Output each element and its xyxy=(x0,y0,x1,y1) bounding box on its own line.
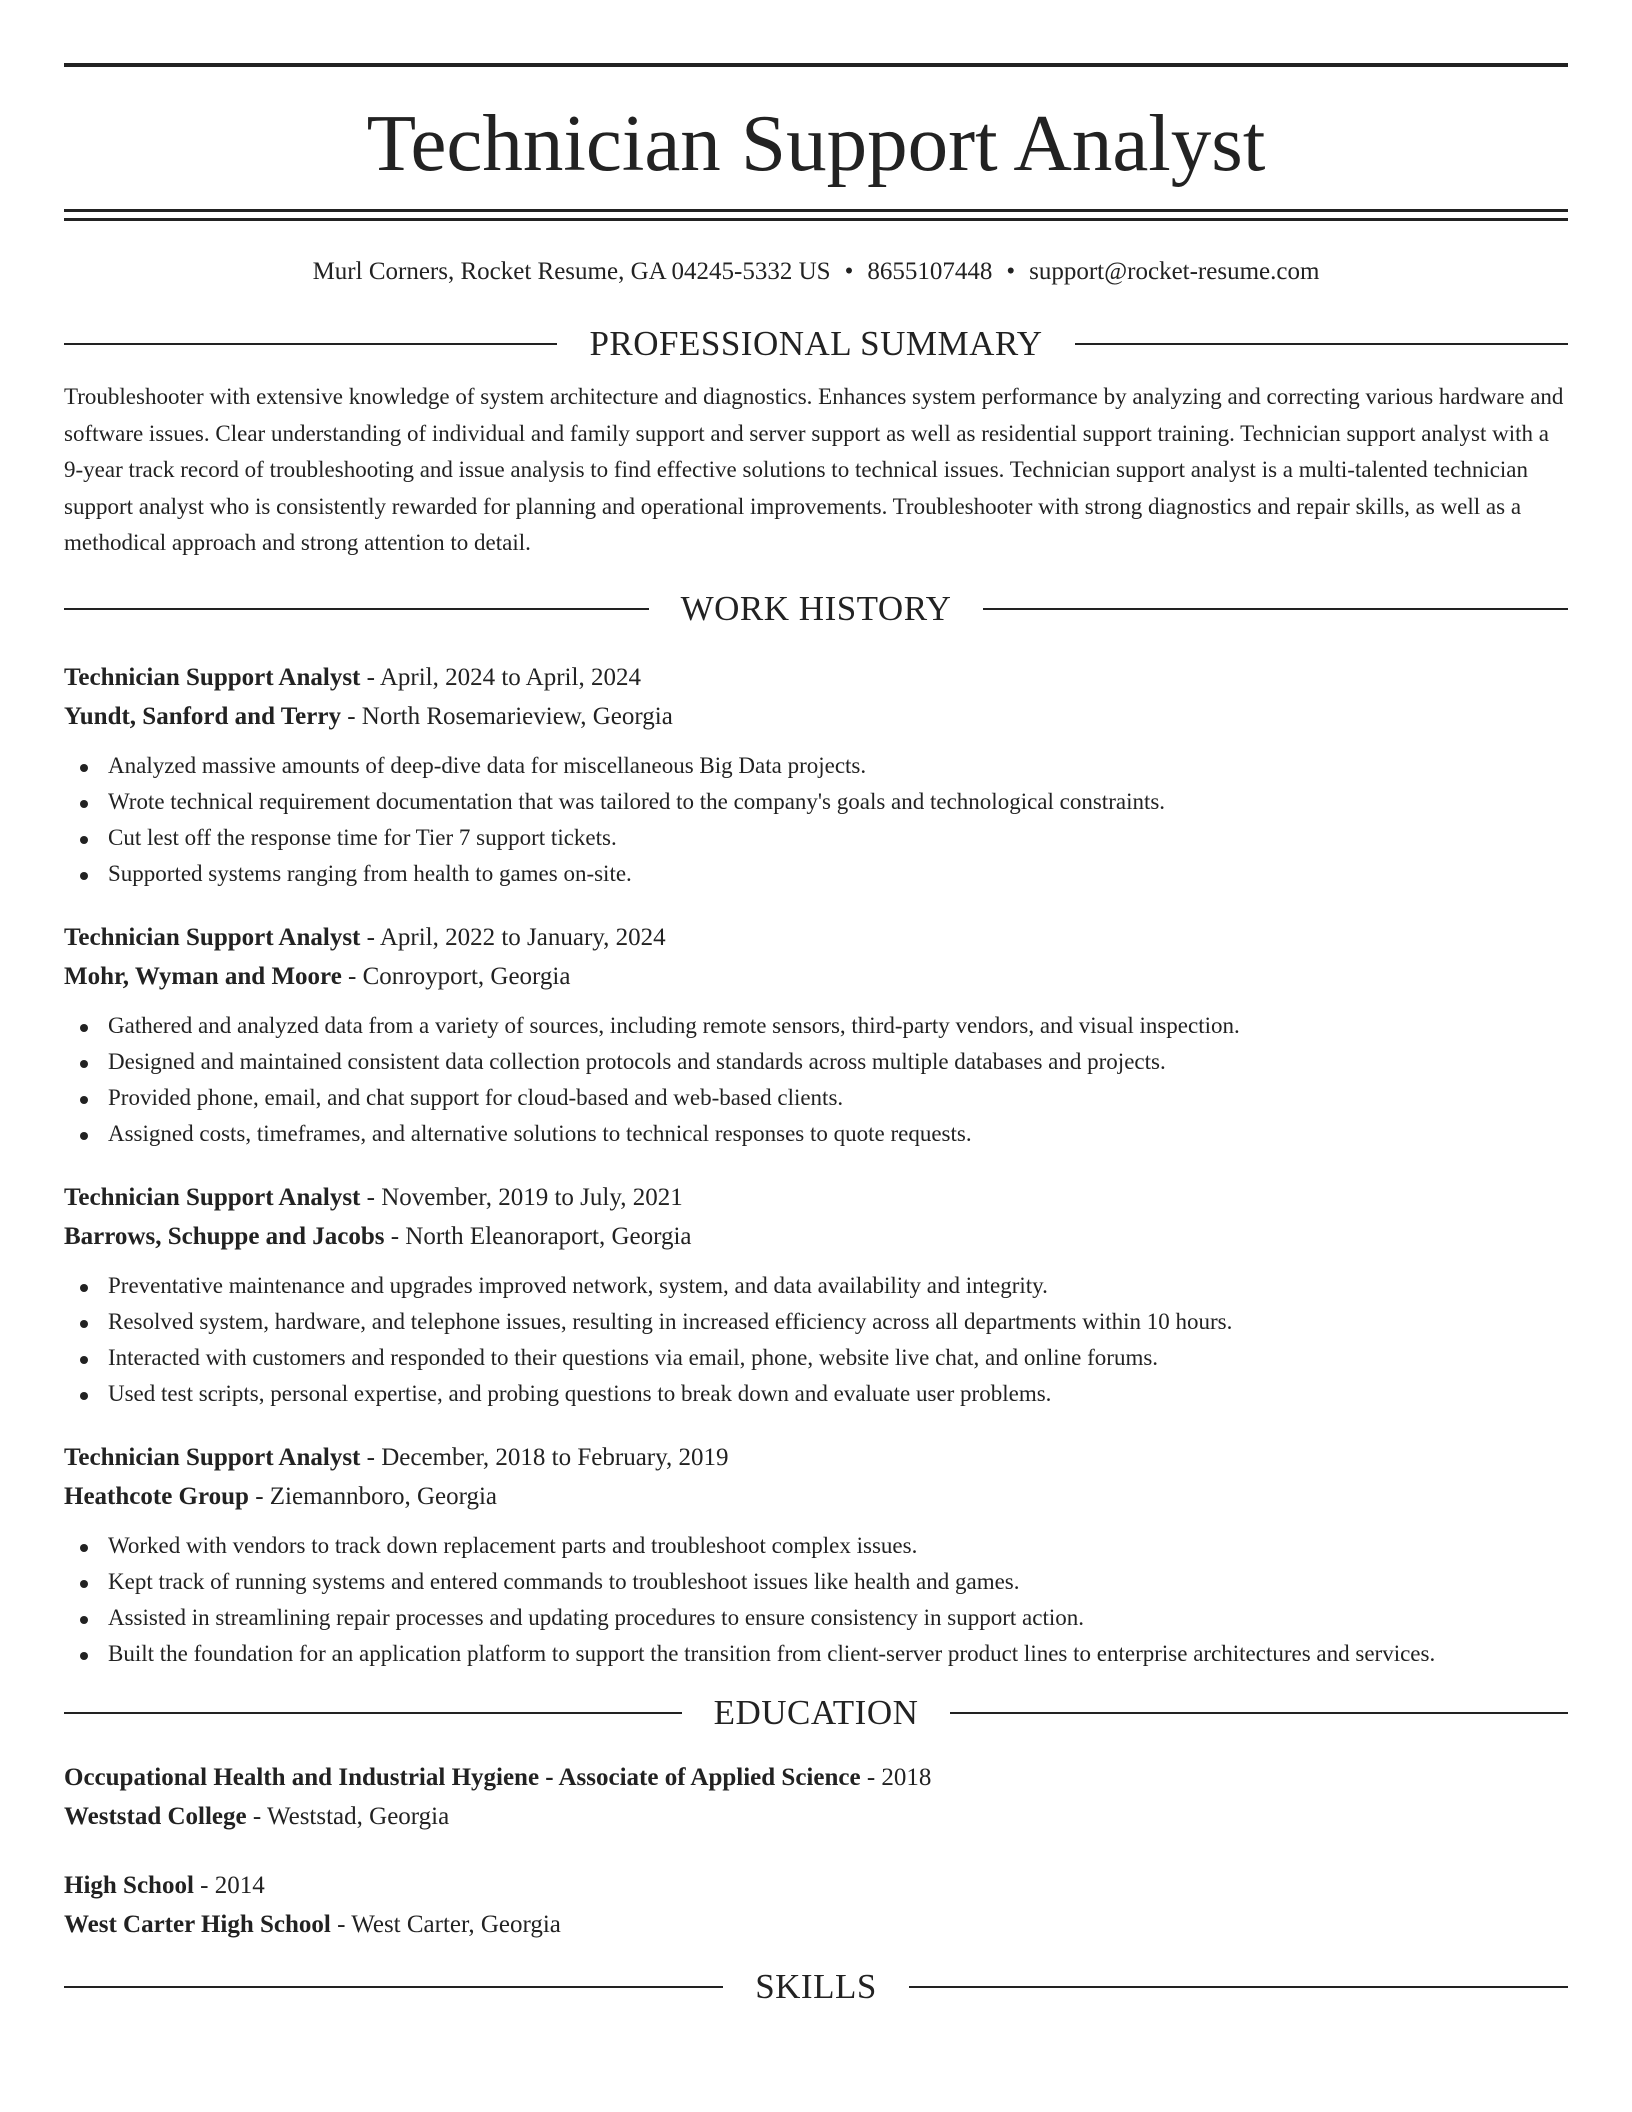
job-location: - North Eleanoraport, Georgia xyxy=(384,1222,692,1250)
job-bullet: Gathered and analyzed data from a variety of sources, including remote sensors, third-party vendors, and visual inspection. xyxy=(64,1008,1568,1044)
section-rule xyxy=(983,608,1568,610)
section-rule xyxy=(64,1986,723,1988)
job-entry xyxy=(64,918,1568,1152)
job-bullet: Worked with vendors to track down replacement parts and troubleshoot complex issues. xyxy=(64,1528,1568,1564)
education-degree: Occupational Health and Industrial Hygiene - Associate of Applied Science xyxy=(64,1763,861,1791)
job-bullet: Kept track of running systems and entered commands to troubleshoot issues like health and games. xyxy=(64,1564,1568,1600)
job-company-line xyxy=(64,957,1568,996)
education-school-line xyxy=(64,1797,1568,1836)
resume-title: Technician Support Analyst xyxy=(366,98,1266,188)
education-year: - 2014 xyxy=(193,1871,265,1899)
section-rule xyxy=(909,1986,1568,1988)
job-entry xyxy=(64,1178,1568,1412)
section-title: PROFESSIONAL SUMMARY xyxy=(589,324,1043,363)
education-school: Weststad College xyxy=(64,1802,247,1830)
job-company: Barrows, Schuppe and Jacobs xyxy=(64,1222,385,1250)
job-company-line xyxy=(64,1477,1568,1516)
job-bullets xyxy=(64,748,1568,892)
summary-text: Troubleshooter with extensive knowledge of system architecture and diagnostics. Enhances system performance by analyzing and correcting various hardware and software issues. Clear understanding of individual and family support and server support as well as residential support training. Technician support analyst with a 9-year track record of troubleshooting and issue analysis to find effective solutions to technical issues. Technician support analyst is a multi-talented technician support analyst who is consistently rewarded for planning and operational improvements. Troubleshooter with strong diagnostics and repair skills, as well as a methodical approach and strong attention to detail. xyxy=(64,384,1564,555)
education-year: - 2018 xyxy=(860,1763,932,1791)
header-rule xyxy=(64,209,1568,212)
job-company-line xyxy=(64,1217,1568,1256)
contact-email[interactable]: support@rocket-resume.com xyxy=(1029,258,1320,285)
resume-page xyxy=(64,63,1568,2008)
section-rule xyxy=(64,343,557,345)
contact-address: Murl Corners, Rocket Resume, GA 04245-5332 US xyxy=(312,258,831,285)
education-degree-line xyxy=(64,1758,1568,1797)
separator-dot: • xyxy=(844,258,854,285)
job-company: Heathcote Group xyxy=(64,1482,249,1510)
job-bullets xyxy=(64,1008,1568,1152)
section-title: SKILLS xyxy=(755,1966,877,2006)
job-company: Yundt, Sanford and Terry xyxy=(64,702,341,730)
job-bullet: Cut lest off the response time for Tier 7 support tickets. xyxy=(64,820,1568,856)
job-bullet: Resolved system, hardware, and telephone issues, resulting in increased efficiency across all departments within 10 hours. xyxy=(64,1304,1568,1340)
job-bullet: Built the foundation for an application platform to support the transition from client-server product lines to enterprise architectures and services. xyxy=(64,1636,1568,1672)
job-bullets xyxy=(64,1268,1568,1412)
section-rule xyxy=(64,608,649,610)
section-title: EDUCATION xyxy=(713,1692,919,1732)
header-top-rule xyxy=(64,63,1568,67)
section-rule xyxy=(64,1712,682,1714)
job-company-line xyxy=(64,697,1568,736)
section-rule xyxy=(1075,343,1568,345)
job-title: Technician Support Analyst xyxy=(64,663,361,691)
job-bullet: Used test scripts, personal expertise, and probing questions to break down and evaluate user problems. xyxy=(64,1376,1568,1412)
education-entry xyxy=(64,1758,1568,1836)
header-rule xyxy=(64,218,1568,221)
section-header-work xyxy=(64,588,1568,630)
job-title: Technician Support Analyst xyxy=(64,1443,361,1471)
job-bullet: Wrote technical requirement documentation that was tailored to the company's goals and technological constraints. xyxy=(64,784,1568,820)
education-location: - Weststad, Georgia xyxy=(246,1802,450,1830)
job-dates: - December, 2018 to February, 2019 xyxy=(360,1443,729,1471)
education-school-line xyxy=(64,1905,1568,1944)
job-entry xyxy=(64,1438,1568,1672)
education-degree: High School xyxy=(64,1871,194,1899)
job-bullets xyxy=(64,1528,1568,1672)
education-school: West Carter High School xyxy=(64,1910,331,1938)
job-location: - Ziemannboro, Georgia xyxy=(248,1482,498,1510)
contact-phone: 8655107448 xyxy=(867,258,993,285)
job-bullet: Supported systems ranging from health to games on-site. xyxy=(64,856,1568,892)
education-entry xyxy=(64,1866,1568,1944)
job-bullet: Preventative maintenance and upgrades improved network, system, and data availability and integrity. xyxy=(64,1268,1568,1304)
job-title-line xyxy=(64,1438,1568,1477)
job-location: - Conroyport, Georgia xyxy=(341,962,571,990)
separator-dot: • xyxy=(1006,258,1016,285)
section-header-skills xyxy=(64,1966,1568,2008)
job-title: Technician Support Analyst xyxy=(64,923,361,951)
job-bullet: Assisted in streamlining repair processes and updating procedures to ensure consistency in support action. xyxy=(64,1600,1568,1636)
job-location: - North Rosemarieview, Georgia xyxy=(340,702,673,730)
job-bullet: Provided phone, email, and chat support for cloud-based and web-based clients. xyxy=(64,1080,1568,1116)
section-header-education xyxy=(64,1692,1568,1734)
job-dates: - November, 2019 to July, 2021 xyxy=(360,1183,683,1211)
job-title: Technician Support Analyst xyxy=(64,1183,361,1211)
contact-line xyxy=(64,257,1568,287)
job-bullet: Assigned costs, timeframes, and alternative solutions to technical responses to quote requests. xyxy=(64,1116,1568,1152)
education-degree-line xyxy=(64,1866,1568,1905)
job-entry xyxy=(64,658,1568,892)
job-dates: - April, 2024 to April, 2024 xyxy=(360,663,641,691)
job-bullet: Designed and maintained consistent data collection protocols and standards across multiple databases and projects. xyxy=(64,1044,1568,1080)
section-title: WORK HISTORY xyxy=(680,588,952,628)
section-header-summary xyxy=(64,323,1568,365)
job-bullet: Interacted with customers and responded to their questions via email, phone, website live chat, and online forums. xyxy=(64,1340,1568,1376)
job-title-line xyxy=(64,658,1568,697)
job-dates: - April, 2022 to January, 2024 xyxy=(360,923,666,951)
job-title-line xyxy=(64,1178,1568,1217)
education-location: - West Carter, Georgia xyxy=(330,1910,561,1938)
job-bullet: Analyzed massive amounts of deep-dive data for miscellaneous Big Data projects. xyxy=(64,748,1568,784)
job-title-line xyxy=(64,918,1568,957)
section-rule xyxy=(950,1712,1568,1714)
job-company: Mohr, Wyman and Moore xyxy=(64,962,342,990)
